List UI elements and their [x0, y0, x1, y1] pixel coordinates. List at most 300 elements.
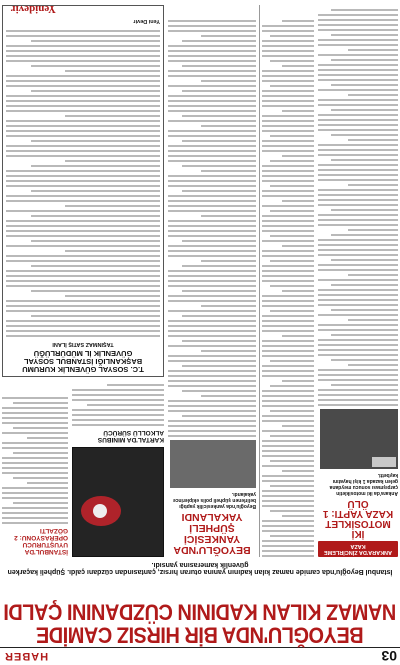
- text-line-placeholder: [168, 130, 256, 132]
- text-line-placeholder: [6, 310, 160, 312]
- text-line-placeholder: [318, 179, 398, 181]
- text-line-placeholder: [182, 415, 256, 417]
- text-line-placeholder: [262, 80, 314, 82]
- text-line-placeholder: [318, 394, 398, 396]
- text-line-placeholder: [6, 45, 160, 47]
- text-line-placeholder: [6, 330, 160, 332]
- thin-column-text: [262, 20, 314, 557]
- main-headline: BEYOĞLU'NDA BİR HIRSIZ CAMİDE NAMAZ KILAN KADININ CÜZDANINI ÇALDI: [3, 598, 397, 647]
- text-line-placeholder: [2, 512, 68, 514]
- text-line-placeholder: [6, 175, 160, 177]
- text-line-placeholder: [2, 432, 68, 434]
- text-line-placeholder: [262, 265, 314, 267]
- text-line-placeholder: [270, 235, 314, 237]
- text-line-placeholder: [65, 160, 160, 162]
- text-line-placeholder: [262, 230, 314, 232]
- text-line-placeholder: [318, 279, 398, 281]
- text-line-placeholder: [201, 260, 256, 262]
- text-line-placeholder: [270, 435, 314, 437]
- text-line-placeholder: [262, 450, 314, 452]
- text-line-placeholder: [318, 339, 398, 341]
- text-line-placeholder: [318, 314, 398, 316]
- text-line-placeholder: [6, 120, 160, 122]
- text-line-placeholder: [262, 195, 314, 197]
- text-line-placeholder: [262, 275, 314, 277]
- text-line-placeholder: [182, 165, 256, 167]
- text-line-placeholder: [201, 125, 256, 127]
- sidebar-story-headline: İSTANBUL'DA UYUŞTURUCU OPERASYONU: 2 GÖZALTI: [14, 527, 68, 555]
- text-line-placeholder: [6, 320, 160, 322]
- text-line-placeholder: [318, 244, 398, 246]
- text-line-placeholder: [27, 482, 68, 484]
- text-line-placeholder: [318, 264, 398, 266]
- text-line-placeholder: [2, 517, 68, 519]
- text-line-placeholder: [348, 229, 398, 231]
- text-line-placeholder: [270, 310, 314, 312]
- text-line-placeholder: [168, 85, 256, 87]
- text-line-placeholder: [318, 74, 398, 76]
- text-line-placeholder: [270, 385, 314, 387]
- text-line-placeholder: [6, 105, 160, 107]
- text-line-placeholder: [2, 422, 68, 424]
- text-line-placeholder: [262, 170, 314, 172]
- text-line-placeholder: [348, 319, 398, 321]
- text-line-placeholder: [168, 30, 256, 32]
- mid-story-deck: Beyoğlu'nda yankesicilik yaptığı belirlenen şüpheli polis ekiplerince yakalandı.: [172, 491, 256, 509]
- text-line-placeholder: [270, 260, 314, 262]
- text-line-placeholder: [2, 457, 68, 459]
- text-line-placeholder: [318, 129, 398, 131]
- masthead: [0, 647, 400, 665]
- text-line-placeholder: [318, 324, 398, 326]
- text-line-placeholder: [318, 269, 398, 271]
- text-line-placeholder: [318, 224, 398, 226]
- text-line-placeholder: [168, 135, 256, 137]
- text-line-placeholder: [262, 540, 314, 542]
- text-line-placeholder: [6, 170, 160, 172]
- text-line-placeholder: [262, 455, 314, 457]
- text-line-placeholder: [348, 364, 398, 366]
- caption-story-headline: KARTAL'DA MINIBÜS ALKOLLÜ SÜRÜCÜ: [97, 429, 164, 443]
- text-line-placeholder: [262, 240, 314, 242]
- text-line-placeholder: [318, 329, 398, 331]
- left-story-label: ANKARA'DA ZİNCİRLEME KAZA: [318, 541, 398, 557]
- text-line-placeholder: [168, 55, 256, 57]
- text-line-placeholder: [168, 60, 256, 62]
- text-line-placeholder: [65, 115, 160, 117]
- text-line-placeholder: [182, 365, 256, 367]
- text-line-placeholder: [270, 410, 314, 412]
- text-line-placeholder: [318, 239, 398, 241]
- left-story-headline: İKİ MOTOSİKLET KAZA YAPTI: 1 ÖLÜ: [322, 498, 394, 539]
- text-line-placeholder: [182, 340, 256, 342]
- text-line-placeholder: [262, 330, 314, 332]
- text-line-placeholder: [168, 200, 256, 202]
- text-line-placeholder: [168, 155, 256, 157]
- text-line-placeholder: [2, 497, 68, 499]
- text-line-placeholder: [318, 294, 398, 296]
- text-line-placeholder: [201, 170, 256, 172]
- text-line-placeholder: [6, 300, 160, 302]
- text-line-placeholder: [318, 304, 398, 306]
- text-line-placeholder: [168, 345, 256, 347]
- text-line-placeholder: [168, 380, 256, 382]
- text-line-placeholder: [262, 55, 314, 57]
- text-line-placeholder: [262, 220, 314, 222]
- text-line-placeholder: [72, 399, 164, 401]
- text-line-placeholder: [168, 25, 256, 27]
- thin-column-body: [262, 5, 314, 557]
- text-line-placeholder: [65, 295, 160, 297]
- text-line-placeholder: [168, 425, 256, 427]
- text-line-placeholder: [6, 95, 160, 97]
- text-line-placeholder: [168, 250, 256, 252]
- notice-subheading: TAŞINMAZ SATIŞ İLANI: [52, 341, 114, 347]
- news-photo: [72, 447, 164, 557]
- text-line-placeholder: [6, 35, 160, 37]
- text-line-placeholder: [270, 485, 314, 487]
- text-line-placeholder: [318, 79, 398, 81]
- text-line-placeholder: [6, 150, 160, 152]
- text-line-placeholder: [168, 150, 256, 152]
- text-line-placeholder: [270, 35, 314, 37]
- text-line-placeholder: [262, 415, 314, 417]
- text-line-placeholder: [13, 427, 68, 429]
- text-line-placeholder: [262, 325, 314, 327]
- text-line-placeholder: [270, 60, 314, 62]
- text-line-placeholder: [182, 65, 256, 67]
- caption-story-body: [72, 384, 164, 426]
- text-line-placeholder: [201, 35, 256, 37]
- text-line-placeholder: [318, 14, 398, 16]
- text-line-placeholder: [168, 285, 256, 287]
- text-line-placeholder: [6, 335, 160, 337]
- text-line-placeholder: [168, 220, 256, 222]
- text-line-placeholder: [318, 24, 398, 26]
- text-line-placeholder: [262, 405, 314, 407]
- text-line-placeholder: [318, 204, 398, 206]
- text-line-placeholder: [318, 119, 398, 121]
- text-line-placeholder: [318, 214, 398, 216]
- text-line-placeholder: [331, 259, 398, 261]
- text-line-placeholder: [2, 417, 68, 419]
- sidebar-story-body: [2, 397, 68, 524]
- text-line-placeholder: [318, 54, 398, 56]
- text-line-placeholder: [2, 472, 68, 474]
- text-line-placeholder: [262, 555, 314, 557]
- text-line-placeholder: [31, 190, 160, 192]
- text-line-placeholder: [331, 134, 398, 136]
- mid-story-headline: BEYOĞLU'NDA YANKESİCİ ŞÜPHELİ YAKALANDI: [173, 511, 251, 556]
- text-line-placeholder: [262, 75, 314, 77]
- text-line-placeholder: [262, 420, 314, 422]
- text-line-placeholder: [168, 175, 256, 177]
- text-line-placeholder: [318, 44, 398, 46]
- text-line-placeholder: [87, 404, 164, 406]
- text-line-placeholder: [168, 230, 256, 232]
- text-line-placeholder: [168, 270, 256, 272]
- text-line-placeholder: [282, 155, 314, 157]
- text-line-placeholder: [262, 190, 314, 192]
- text-line-placeholder: [318, 19, 398, 21]
- text-line-placeholder: [262, 205, 314, 207]
- text-line-placeholder: [282, 515, 314, 517]
- photo-badge: [372, 457, 396, 467]
- text-line-placeholder: [262, 475, 314, 477]
- text-line-placeholder: [282, 200, 314, 202]
- text-line-placeholder: [318, 219, 398, 221]
- text-line-placeholder: [348, 94, 398, 96]
- text-line-placeholder: [31, 315, 160, 317]
- notice-body: [6, 30, 160, 337]
- text-line-placeholder: [331, 109, 398, 111]
- text-line-placeholder: [168, 20, 256, 22]
- text-line-placeholder: [31, 165, 160, 167]
- text-line-placeholder: [2, 522, 68, 524]
- text-line-placeholder: [262, 400, 314, 402]
- text-line-placeholder: [262, 165, 314, 167]
- text-line-placeholder: [262, 465, 314, 467]
- text-line-placeholder: [262, 50, 314, 52]
- text-line-placeholder: [2, 487, 68, 489]
- text-line-placeholder: [262, 100, 314, 102]
- text-line-placeholder: [262, 250, 314, 252]
- text-line-placeholder: [6, 220, 160, 222]
- text-line-placeholder: [6, 280, 160, 282]
- text-line-placeholder: [262, 295, 314, 297]
- text-line-placeholder: [270, 285, 314, 287]
- text-line-placeholder: [262, 495, 314, 497]
- left-story-deck: Ankara'da iki motosikletin çarpışması sonucu meydana gelen kazada 1 kişi hayatını kaybetti.: [329, 472, 398, 496]
- text-line-placeholder: [318, 399, 398, 401]
- newspaper-logo: Yenidevir: [10, 3, 56, 15]
- text-line-placeholder: [262, 150, 314, 152]
- text-line-placeholder: [270, 535, 314, 537]
- text-line-placeholder: [182, 115, 256, 117]
- text-line-placeholder: [72, 409, 164, 411]
- text-line-placeholder: [31, 265, 160, 267]
- text-line-placeholder: [262, 365, 314, 367]
- left-story-body: [318, 9, 398, 406]
- text-line-placeholder: [168, 320, 256, 322]
- text-line-placeholder: [348, 274, 398, 276]
- text-line-placeholder: [282, 470, 314, 472]
- text-line-placeholder: [168, 310, 256, 312]
- text-line-placeholder: [6, 110, 160, 112]
- text-line-placeholder: [331, 84, 398, 86]
- text-line-placeholder: [318, 89, 398, 91]
- text-line-placeholder: [262, 530, 314, 532]
- text-line-placeholder: [318, 39, 398, 41]
- text-line-placeholder: [262, 490, 314, 492]
- text-line-placeholder: [168, 300, 256, 302]
- text-line-placeholder: [168, 410, 256, 412]
- text-line-placeholder: [6, 195, 160, 197]
- text-line-placeholder: [318, 174, 398, 176]
- text-line-placeholder: [262, 500, 314, 502]
- text-line-placeholder: [318, 144, 398, 146]
- text-line-placeholder: [2, 462, 68, 464]
- text-line-placeholder: [182, 190, 256, 192]
- text-line-placeholder: [107, 384, 164, 386]
- text-line-placeholder: [262, 180, 314, 182]
- text-line-placeholder: [262, 370, 314, 372]
- text-line-placeholder: [262, 350, 314, 352]
- text-line-placeholder: [262, 505, 314, 507]
- text-line-placeholder: [168, 325, 256, 327]
- text-line-placeholder: [318, 249, 398, 251]
- text-line-placeholder: [6, 55, 160, 57]
- text-line-placeholder: [331, 59, 398, 61]
- mid-story-body: [168, 20, 256, 437]
- text-line-placeholder: [262, 90, 314, 92]
- text-line-placeholder: [262, 105, 314, 107]
- text-line-placeholder: [168, 120, 256, 122]
- text-line-placeholder: [201, 350, 256, 352]
- text-line-placeholder: [31, 290, 160, 292]
- text-line-placeholder: [168, 105, 256, 107]
- text-line-placeholder: [65, 70, 160, 72]
- text-line-placeholder: [6, 245, 160, 247]
- text-line-placeholder: [6, 235, 160, 237]
- text-line-placeholder: [6, 80, 160, 82]
- text-line-placeholder: [331, 34, 398, 36]
- text-line-placeholder: [318, 69, 398, 71]
- text-line-placeholder: [262, 550, 314, 552]
- text-line-placeholder: [168, 205, 256, 207]
- text-line-placeholder: [182, 240, 256, 242]
- text-line-placeholder: [318, 169, 398, 171]
- notice-heading: T.C. SOSYAL GÜVENLİK KURUMU BAŞKANLIĞI İSTANBUL SOSYAL GÜVENLİK İL MÜDÜRLÜĞÜ: [22, 349, 144, 374]
- text-line-placeholder: [27, 437, 68, 439]
- text-line-placeholder: [72, 394, 164, 396]
- text-line-placeholder: [6, 155, 160, 157]
- text-line-placeholder: [6, 255, 160, 257]
- text-line-placeholder: [6, 260, 160, 262]
- text-line-placeholder: [282, 290, 314, 292]
- text-line-placeholder: [2, 412, 68, 414]
- text-line-placeholder: [318, 374, 398, 376]
- text-line-placeholder: [262, 545, 314, 547]
- text-line-placeholder: [318, 354, 398, 356]
- sidebar-story: [2, 382, 68, 557]
- text-line-placeholder: [262, 390, 314, 392]
- text-line-placeholder: [6, 75, 160, 77]
- text-line-placeholder: [318, 194, 398, 196]
- text-line-placeholder: [31, 65, 160, 67]
- text-line-placeholder: [168, 110, 256, 112]
- text-line-placeholder: [262, 395, 314, 397]
- text-line-placeholder: [6, 60, 160, 62]
- text-line-placeholder: [262, 445, 314, 447]
- text-line-placeholder: [262, 45, 314, 47]
- text-line-placeholder: [168, 145, 256, 147]
- text-line-placeholder: [318, 114, 398, 116]
- text-line-placeholder: [270, 135, 314, 137]
- text-line-placeholder: [318, 299, 398, 301]
- text-line-placeholder: [182, 265, 256, 267]
- text-line-placeholder: [262, 430, 314, 432]
- text-line-placeholder: [331, 209, 398, 211]
- text-line-placeholder: [318, 379, 398, 381]
- text-line-placeholder: [270, 360, 314, 362]
- text-line-placeholder: [318, 389, 398, 391]
- text-line-placeholder: [270, 85, 314, 87]
- text-line-placeholder: [72, 424, 164, 426]
- text-line-placeholder: [262, 280, 314, 282]
- text-line-placeholder: [282, 380, 314, 382]
- text-line-placeholder: [182, 315, 256, 317]
- text-line-placeholder: [262, 440, 314, 442]
- text-line-placeholder: [2, 397, 68, 399]
- text-line-placeholder: [182, 90, 256, 92]
- crescent-icon: [93, 504, 107, 518]
- text-line-placeholder: [318, 289, 398, 291]
- text-line-placeholder: [282, 425, 314, 427]
- text-line-placeholder: [168, 355, 256, 357]
- text-line-placeholder: [331, 159, 398, 161]
- text-line-placeholder: [318, 189, 398, 191]
- text-line-placeholder: [168, 185, 256, 187]
- text-line-placeholder: [331, 234, 398, 236]
- text-line-placeholder: [168, 75, 256, 77]
- text-line-placeholder: [270, 185, 314, 187]
- text-line-placeholder: [31, 90, 160, 92]
- caption-story: [72, 383, 164, 443]
- text-line-placeholder: [168, 385, 256, 387]
- text-line-placeholder: [2, 507, 68, 509]
- text-line-placeholder: [6, 185, 160, 187]
- text-line-placeholder: [348, 139, 398, 141]
- text-line-placeholder: [262, 255, 314, 257]
- text-line-placeholder: [318, 104, 398, 106]
- text-line-placeholder: [262, 305, 314, 307]
- text-line-placeholder: [331, 309, 398, 311]
- text-line-placeholder: [6, 125, 160, 127]
- notice-brand: Yeni Devir: [133, 18, 160, 24]
- text-line-placeholder: [262, 130, 314, 132]
- text-line-placeholder: [262, 315, 314, 317]
- text-line-placeholder: [168, 275, 256, 277]
- text-line-placeholder: [282, 20, 314, 22]
- text-line-placeholder: [6, 210, 160, 212]
- text-line-placeholder: [6, 85, 160, 87]
- text-line-placeholder: [201, 215, 256, 217]
- text-line-placeholder: [270, 460, 314, 462]
- text-line-placeholder: [262, 30, 314, 32]
- text-line-placeholder: [13, 502, 68, 504]
- text-line-placeholder: [6, 200, 160, 202]
- text-line-placeholder: [262, 70, 314, 72]
- mid-story: [168, 5, 256, 557]
- text-line-placeholder: [72, 414, 164, 416]
- mid-story-photo: [170, 440, 256, 488]
- text-line-placeholder: [6, 225, 160, 227]
- text-line-placeholder: [331, 384, 398, 386]
- text-line-placeholder: [331, 359, 398, 361]
- text-line-placeholder: [262, 25, 314, 27]
- text-line-placeholder: [318, 29, 398, 31]
- text-line-placeholder: [2, 442, 68, 444]
- text-line-placeholder: [262, 145, 314, 147]
- text-line-placeholder: [318, 99, 398, 101]
- text-line-placeholder: [318, 124, 398, 126]
- text-line-placeholder: [31, 40, 160, 42]
- text-line-placeholder: [6, 305, 160, 307]
- column-divider: [259, 5, 260, 557]
- text-line-placeholder: [168, 375, 256, 377]
- text-line-placeholder: [168, 235, 256, 237]
